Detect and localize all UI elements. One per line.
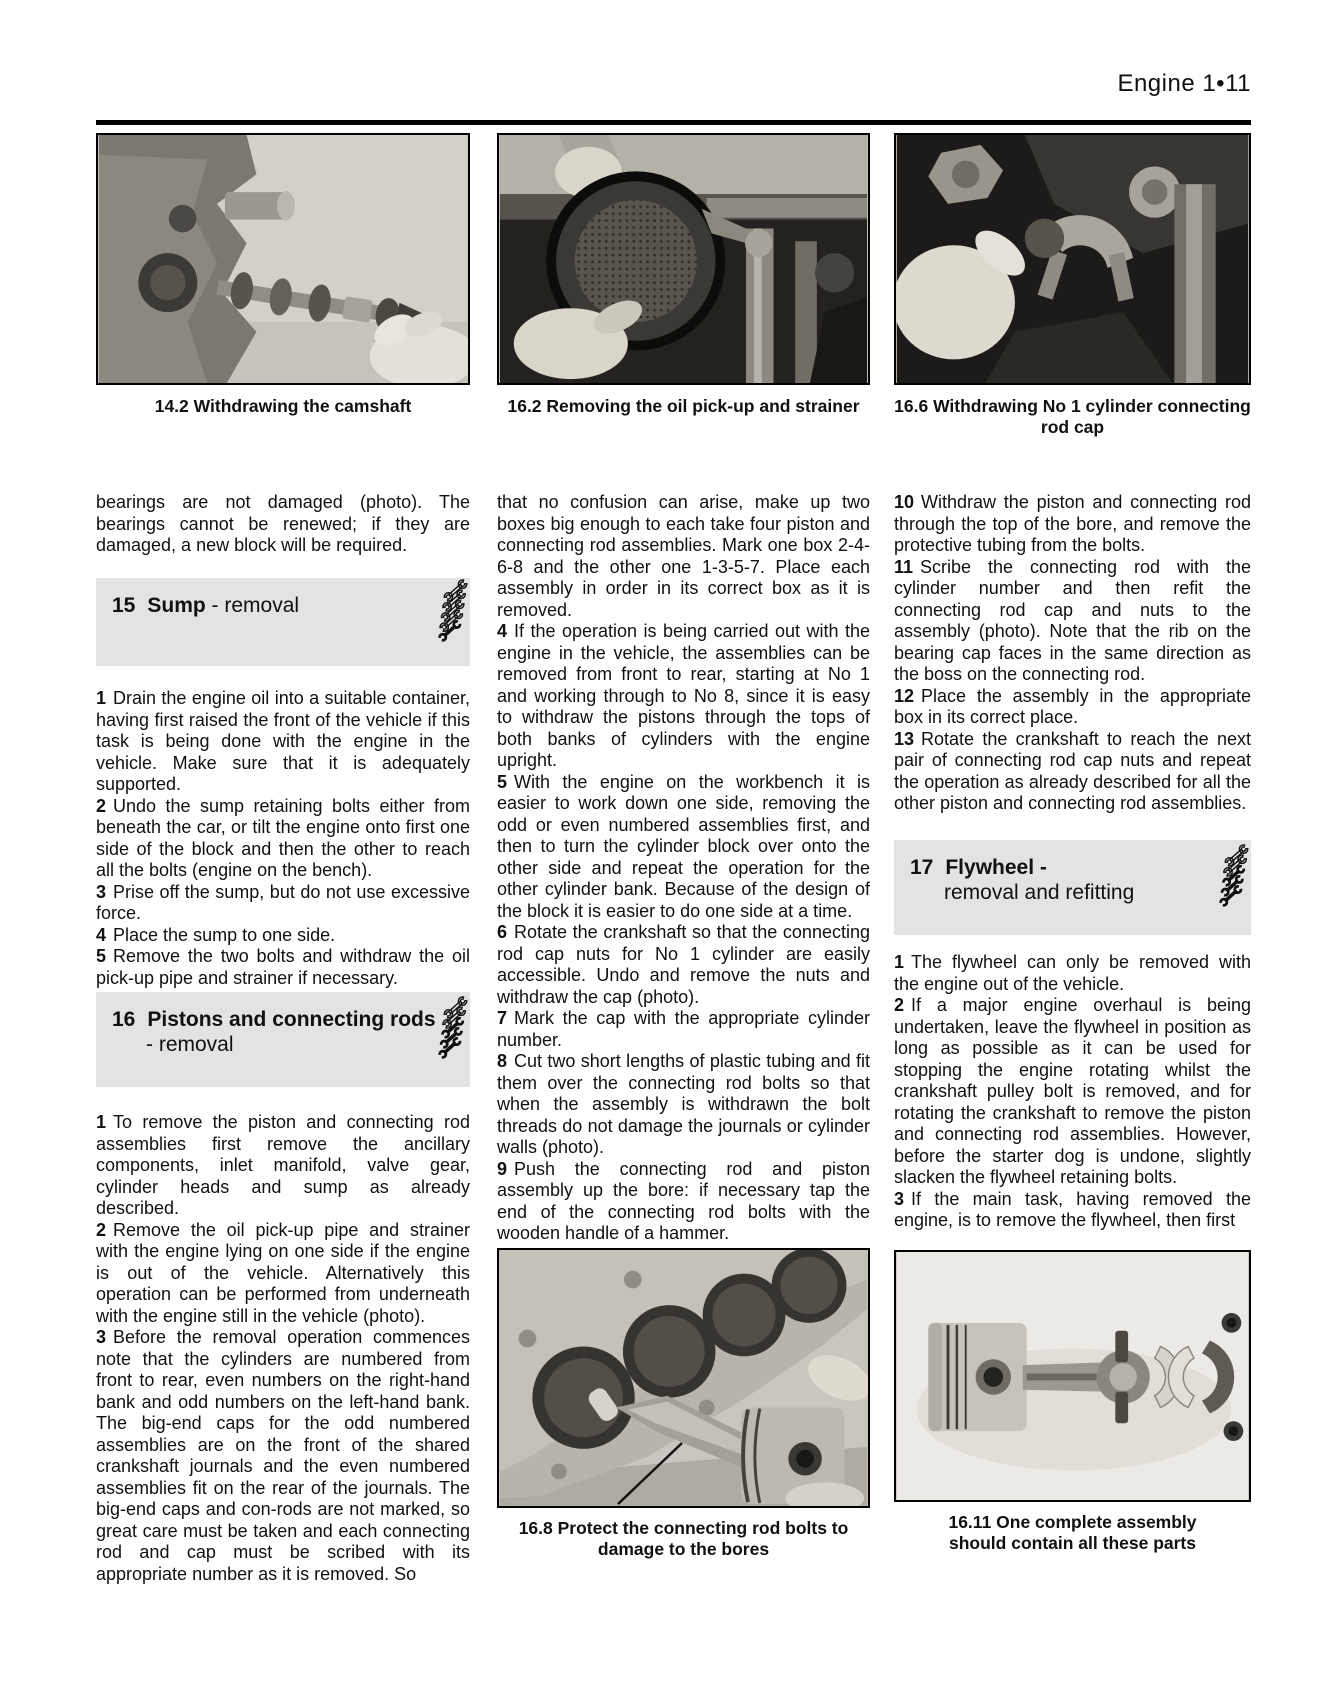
paragraph: 8 Cut two short lengths of plastic tubing and fit them over the connecting rod bolts so that when the assembly is withdrawn the bolt threads do not damage the journals or cylinder walls (photo). <box>497 1051 870 1157</box>
paragraph: that no confusion can arise, make up two boxes big enough to each take four piston and connecting rod assemblies. Mark one box 2-4-6-8 and the other one 1-3-5-7. Place each assembly in order in its correct box as it is removed. <box>497 492 870 620</box>
block-bores-photo-image <box>499 1250 868 1506</box>
difficulty-wrench-icon <box>424 999 462 1077</box>
difficulty-wrench-icon <box>1205 847 1243 925</box>
paragraph: 1 Drain the engine oil into a suitable container, having first raised the front of the vehicle if this task is being done with the engine in the vehicle. Make sure that it is adequately supported. <box>96 688 470 794</box>
photo-caption: 16.11 One complete assembly should contain all these parts <box>948 1512 1197 1553</box>
rod-cap-photo-image <box>896 135 1249 383</box>
paragraph: 3 Before the removal operation commences note that the cylinders are numbered from front to rear, even numbers on the right-hand bank and odd numbers on the left-hand bank. The big-end caps for the odd numbered assemblies are on the front of the shared crankshaft journals and the even numbered assemblies fit on the rear of the journals. The big-end caps and con-rods are not marked, so great care must be taken and each connecting rod and cap must be scribed with its appropriate number as it is removed. So <box>96 1327 470 1584</box>
sump-paragraphs <box>96 688 470 989</box>
section-17-flywheel <box>894 840 1251 935</box>
section-title: 17 Flywheel - removal and refitting <box>910 856 1135 904</box>
middle-column-text <box>497 492 870 1245</box>
photo-14-2 <box>96 133 470 385</box>
paragraph: 10 Withdraw the piston and connecting rod through the top of the bore, and remove the protective tubing from the bolts. <box>894 492 1251 555</box>
photo-caption: 16.8 Protect the connecting rod bolts to damage to the bores <box>518 1518 849 1559</box>
photo-caption: 14.2 Withdrawing the camshaft <box>154 396 412 416</box>
photo-16-11 <box>894 1250 1251 1502</box>
section-15-sump <box>96 578 470 666</box>
section-16-pistons <box>96 992 470 1087</box>
difficulty-wrench-icon <box>424 585 462 657</box>
paragraph: 4 If the operation is being carried out with the engine in the vehicle, the assemblies can be removed from front to rear, starting at No 1 and working through to No 8, since it is easy to withdraw the pistons through the tops of both banks of cylinders with the engine upright. <box>497 621 870 770</box>
paragraph: 13 Rotate the crankshaft to reach the next pair of connecting rod cap nuts and repeat the operation as already described for all the other piston and connecting rod assemblies. <box>894 728 1251 813</box>
photo-caption: 16.6 Withdrawing No 1 cylinder connecting rod cap <box>894 396 1251 437</box>
paragraph: 9 Push the connecting rod and piston assembly up the bore: if necessary tap the end of the connecting rod bolts with the wooden handle of a hammer. <box>497 1158 870 1243</box>
right-column-text <box>894 492 1251 815</box>
camshaft-photo-image <box>98 135 468 383</box>
photo-16-2 <box>497 133 870 385</box>
paragraph: 5 With the engine on the workbench it is easier to work down one side, removing the odd or even numbered assemblies first, and then to turn the cylinder block over onto the other side and repeat the operation for the other cylinder bank. Because of the design of the block it is easier to do one side at a time. <box>497 771 870 921</box>
paragraph: 6 Rotate the crankshaft so that the connecting rod cap nuts for No 1 cylinder are easily accessible. Undo and remove the nuts and withdraw the cap (photo). <box>497 922 870 1007</box>
paragraph: 2 Undo the sump retaining bolts either from beneath the car, or tilt the engine onto first one side of the block and then the other to reach all the bolts (engine on the bench). <box>96 795 470 880</box>
page-header: Engine 1•11 <box>1117 70 1251 97</box>
left-column-intro <box>96 492 470 557</box>
paragraph: 1 To remove the piston and connecting rod assemblies first remove the ancillary components, inlet manifold, valve gear, cylinder heads and sump as already described. <box>96 1112 470 1218</box>
section-title: 16 Pistons and connecting rods - removal <box>112 1008 436 1056</box>
paragraph: bearings are not damaged (photo). The bearings cannot be renewed; if they are damaged, a new block will be required. <box>96 492 470 555</box>
section-title: 15 Sump - removal <box>112 594 300 617</box>
oil-pickup-photo-image <box>499 135 868 383</box>
paragraph: 4 Place the sump to one side. <box>96 924 336 945</box>
header-rule <box>96 120 1251 125</box>
paragraph: 5 Remove the two bolts and withdraw the oil pick-up pipe and strainer if necessary. <box>96 946 470 988</box>
paragraph: 11 Scribe the connecting rod with the cylinder number and then refit the connecting rod cap and nuts to the assembly (photo). Note that the rib on the bearing cap faces in the same direction as the boss on the connecting rod. <box>894 556 1251 684</box>
paragraph: 2 Remove the oil pick-up pipe and strainer with the engine lying on one side if the engine is out of the vehicle. Alternatively this operation can be performed from underneath with the engine still in the vehicle (photo). <box>96 1219 470 1326</box>
paragraph: 3 Prise off the sump, but do not use excessive force. <box>96 881 470 923</box>
piston-paragraphs <box>96 1112 470 1585</box>
photo-16-6 <box>894 133 1251 385</box>
paragraph: 1 The flywheel can only be removed with the engine out of the vehicle. <box>894 952 1251 994</box>
photo-caption: 16.2 Removing the oil pick-up and strainer <box>507 396 860 416</box>
photo-16-8 <box>497 1248 870 1508</box>
paragraph: 3 If the main task, having removed the engine, is to remove the flywheel, then first <box>894 1188 1251 1230</box>
flywheel-paragraphs <box>894 952 1251 1232</box>
paragraph: 12 Place the assembly in the appropriate box in its correct place. <box>894 685 1251 727</box>
paragraph: 2 If a major engine overhaul is being undertaken, leave the flywheel in position as long as possible as it can be used for stopping the engine rotating whilst the crankshaft pulley bolt is removed, and for rotating the crankshaft to remove the piston and connecting rod assemblies. However, before the starter dog is undone, slightly slacken the flywheel retaining bolts. <box>894 995 1251 1187</box>
paragraph: 7 Mark the cap with the appropriate cylinder number. <box>497 1008 870 1050</box>
assembly-parts-photo-image <box>896 1252 1249 1500</box>
